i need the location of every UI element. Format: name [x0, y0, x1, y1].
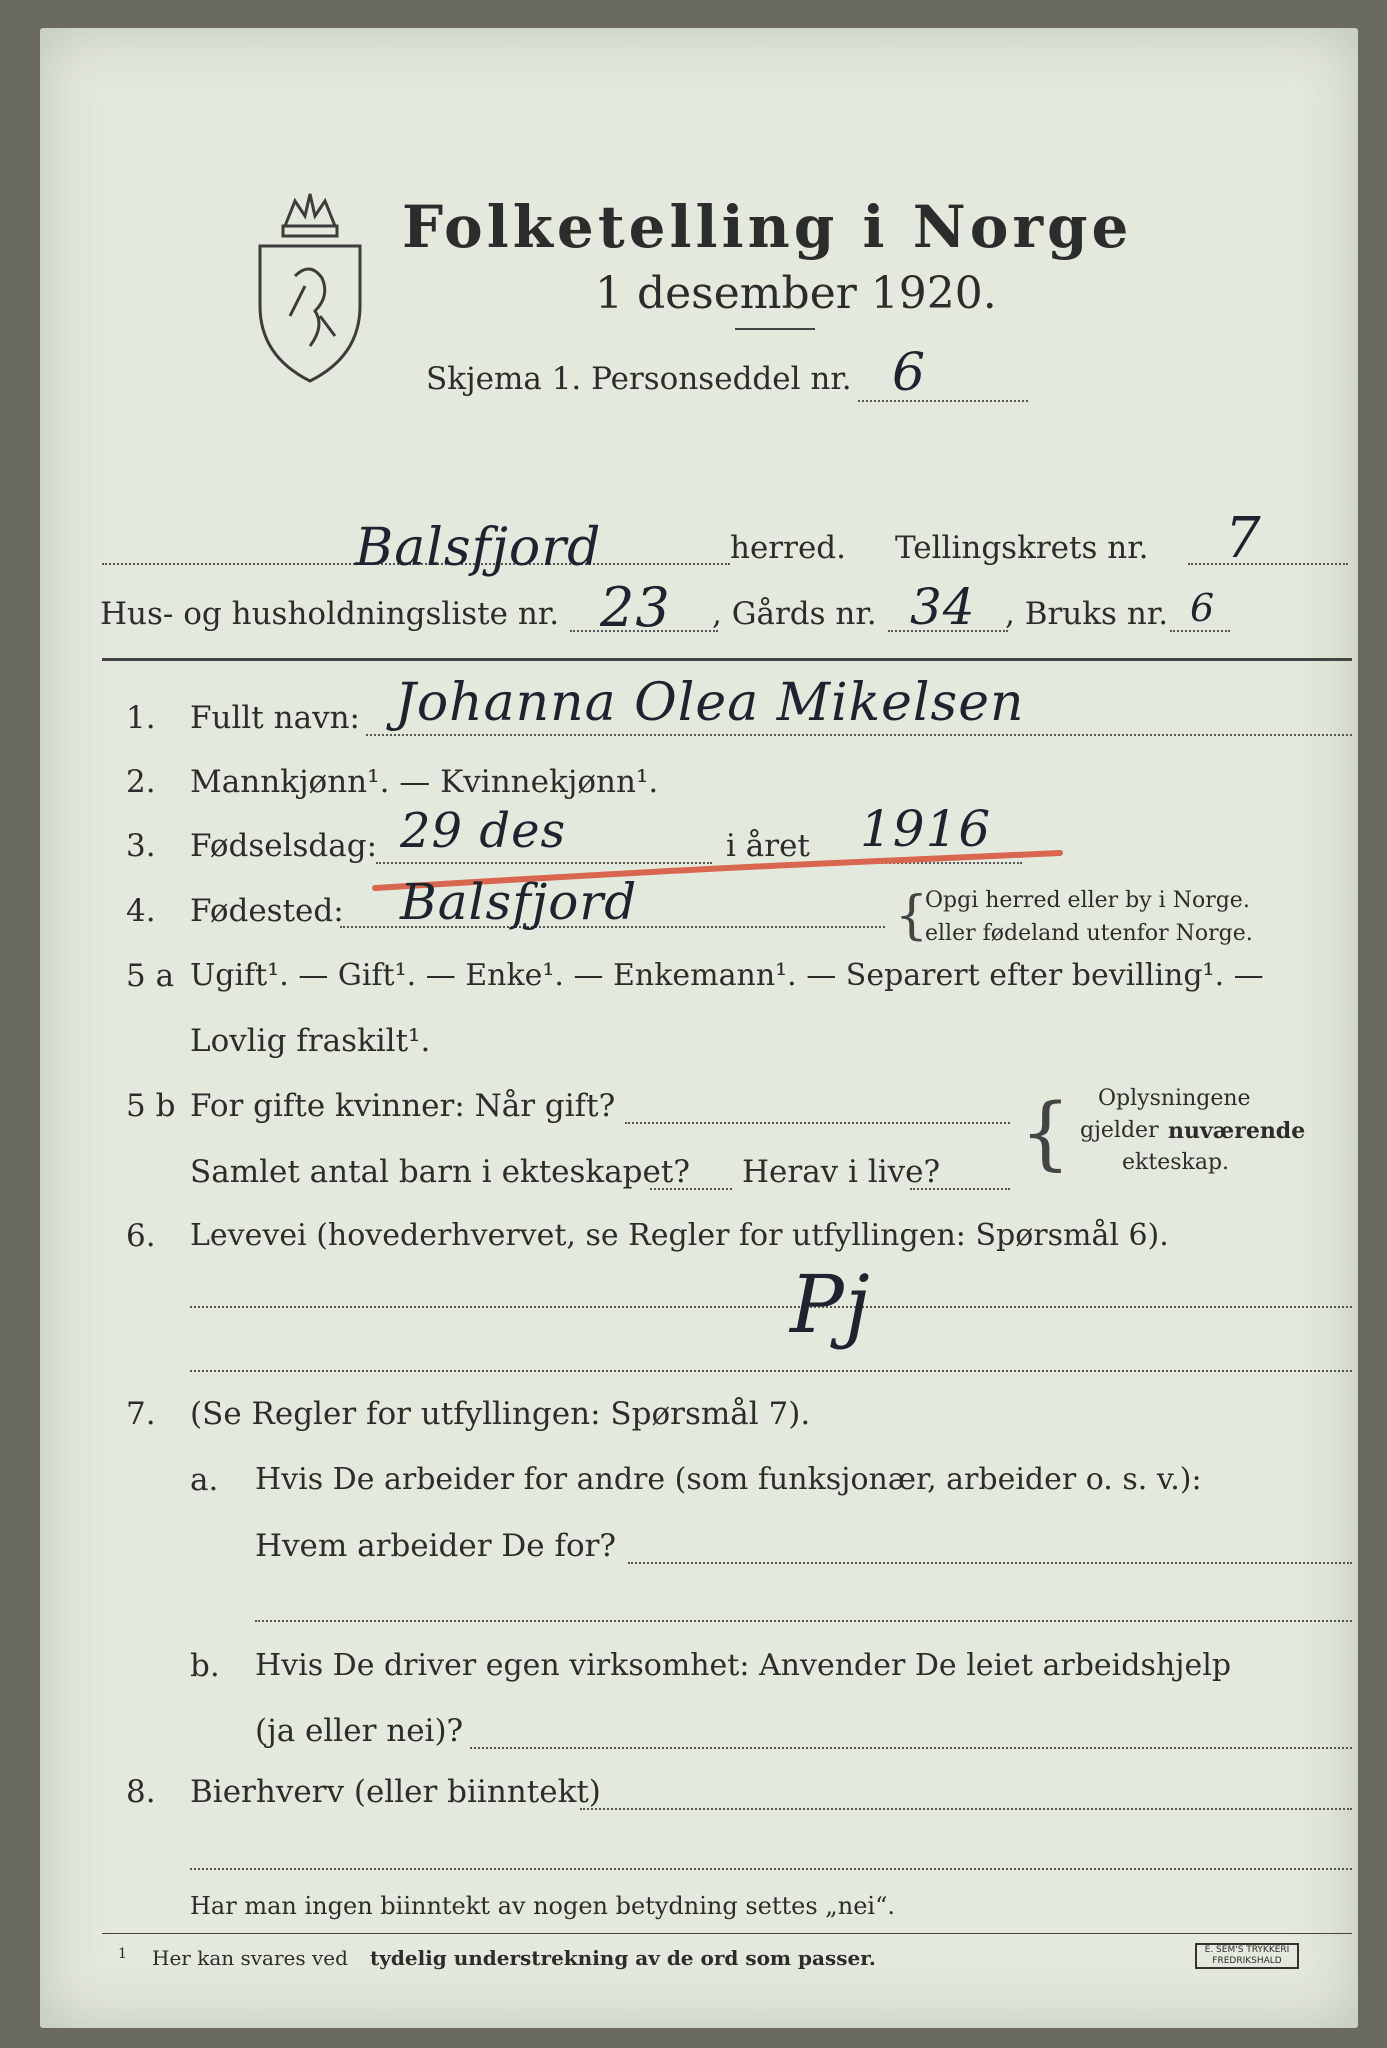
q7b-hired-help-line [470, 1747, 1352, 1749]
title-rule [735, 328, 815, 330]
schema-number-value[interactable]: 6 [892, 343, 927, 403]
q4-brace: { [895, 886, 929, 946]
q7a-number: a. [190, 1462, 219, 1498]
q3-year-label: i året [726, 828, 810, 864]
q3-number: 3. [126, 828, 156, 864]
q7-number: 7. [126, 1396, 156, 1432]
gards-value[interactable]: 34 [910, 578, 976, 636]
q1-label: Fullt navn: [190, 700, 360, 736]
schema-label: Skjema 1. Personseddel nr. [426, 361, 852, 397]
q5b-alive-label: Herav i live? [742, 1154, 941, 1190]
q5b-alive-line [910, 1188, 1010, 1190]
birthday-value[interactable]: 29 des [400, 803, 567, 859]
q7a-line-1: Hvis De arbeider for andre (som funksjonær, arbeider o. s. v.): [255, 1462, 1202, 1497]
birthplace-value[interactable]: Balsfjord [400, 873, 638, 931]
q6-number: 6. [126, 1218, 156, 1254]
form-title: Folketelling i Norge [402, 193, 1133, 261]
q6-line-2 [190, 1370, 1352, 1372]
q8-label: Bierhverv (eller biinntekt) [190, 1774, 601, 1810]
bruks-line [1170, 630, 1230, 632]
q6-label: Levevei (hovederhvervet, se Regler for utfyllingen: Spørsmål 6). [190, 1218, 1169, 1253]
q8-note: Har man ingen biinntekt av nogen betydning settes „nei“. [190, 1892, 895, 1920]
census-date: 1 desember 1920. [595, 268, 997, 319]
q7b-number: b. [190, 1648, 220, 1684]
footnote-mark: 1 [118, 1946, 127, 1962]
q5b-note-1: Oplysningene [1098, 1086, 1251, 1111]
printer-stamp: E. SEM'S TRYKKERI FREDRIKSHALD [1195, 1943, 1299, 1969]
q5b-number: 5 b [126, 1088, 176, 1124]
q5a-divorced-option[interactable]: Lovlig fraskilt¹. [190, 1023, 431, 1059]
q5b-married-when-line [625, 1122, 1010, 1124]
q7a-employer-label: Hvem arbeider De for? [255, 1528, 617, 1564]
q6-line-1 [190, 1306, 1352, 1308]
birth-year-value[interactable]: 1916 [860, 800, 992, 858]
hus-value[interactable]: 23 [600, 576, 671, 639]
q1-line [366, 734, 1352, 736]
q5b-children-label: Samlet antal barn i ekteskapet? [190, 1154, 690, 1190]
hus-label: Hus- og husholdningsliste nr. [100, 596, 560, 632]
q7-label: (Se Regler for utfyllingen: Spørsmål 7). [190, 1396, 811, 1432]
q3-label: Fødselsdag: [190, 828, 378, 864]
q4-note-1: Opgi herred eller by i Norge. [925, 888, 1250, 913]
q7a-extra-line [255, 1620, 1352, 1622]
q8-line-1 [580, 1808, 1352, 1810]
q5b-brace: { [1020, 1086, 1071, 1179]
q4-note-2: eller fødeland utenfor Norge. [925, 921, 1253, 946]
q4-label: Fødested: [190, 893, 344, 929]
q2-gender-options[interactable]: Mannkjønn¹. — Kvinnekjønn¹. [190, 764, 659, 800]
krets-line [1188, 563, 1348, 565]
census-form [40, 28, 1358, 2028]
gards-label: , Gårds nr. [712, 596, 877, 632]
q5b-married-when-label: For gifte kvinner: Når gift? [190, 1088, 616, 1124]
q5a-marital-options[interactable]: Ugift¹. — Gift¹. — Enke¹. — Enkemann¹. — Separert efter bevilling¹. — [190, 958, 1264, 993]
occupation-value[interactable]: Pj [790, 1258, 871, 1351]
q4-number: 4. [126, 893, 156, 929]
q5a-number: 5 a [126, 958, 175, 994]
bruks-value[interactable]: 6 [1190, 586, 1216, 630]
q5b-note-2b: nuværende [1168, 1118, 1306, 1144]
krets-value[interactable]: 7 [1225, 506, 1262, 571]
footnote-emphasis: tydelig understrekning av de ord som passer. [370, 1946, 876, 1970]
footnote-divider [102, 1933, 1352, 1934]
header-divider [102, 658, 1352, 661]
q7a-employer-line [628, 1562, 1352, 1564]
q7b-hired-help-label: (ja eller nei)? [255, 1713, 464, 1749]
q5b-note-3: ekteskap. [1122, 1150, 1230, 1175]
q2-number: 2. [126, 764, 156, 800]
q1-number: 1. [126, 700, 156, 736]
q5b-note-2a: gjelder [1080, 1118, 1159, 1143]
q8-number: 8. [126, 1774, 156, 1810]
q7b-line-1: Hvis De driver egen virksomhet: Anvender De leiet arbeidshjelp [255, 1648, 1232, 1683]
krets-label: Tellingskrets nr. [895, 530, 1149, 566]
herred-value[interactable]: Balsfjord [355, 518, 602, 578]
bruks-label: , Bruks nr. [1005, 596, 1169, 632]
herred-label: herred. [730, 530, 846, 566]
footnote-text: Her kan svares ved [152, 1946, 348, 1970]
q5b-children-line [650, 1188, 732, 1190]
q8-line-2 [190, 1868, 1352, 1870]
full-name-value[interactable]: Johanna Olea Mikelsen [395, 673, 1025, 733]
schema-number-line [858, 400, 1028, 402]
norwegian-coat-of-arms-icon [250, 186, 370, 386]
